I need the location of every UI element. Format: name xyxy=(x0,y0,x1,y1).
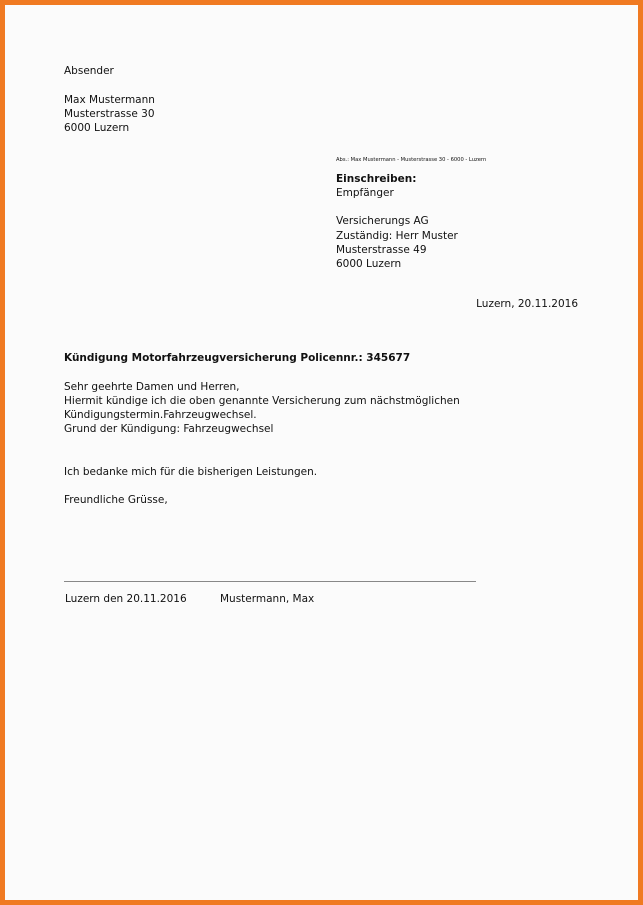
body-line-3: Grund der Kündigung: Fahrzeugwechsel xyxy=(64,423,274,435)
recipient-company: Versicherungs AG xyxy=(336,215,429,227)
signature-name: Mustermann, Max xyxy=(220,593,315,605)
faint-watermark xyxy=(39,855,42,865)
salutation: Sehr geehrte Damen und Herren, xyxy=(64,381,240,393)
letter-subject: Kündigung Motorfahrzeugversicherung Policennr.: 345677 xyxy=(64,352,411,364)
sender-city: 6000 Luzern xyxy=(64,122,130,134)
recipient-contact: Zuständig: Herr Muster xyxy=(336,230,458,242)
body-line-2: Kündigungstermin.Fahrzeugwechsel. xyxy=(64,409,257,421)
recipient-city: 6000 Luzern xyxy=(336,258,402,270)
thanks-line: Ich bedanke mich für die bisherigen Leistungen. xyxy=(64,466,318,478)
closing-line: Freundliche Grüsse, xyxy=(64,494,168,506)
body-line-1: Hiermit kündige ich die oben genannte Versicherung zum nächstmöglichen xyxy=(64,395,460,407)
letter-page xyxy=(5,5,638,900)
recipient-street: Musterstrasse 49 xyxy=(336,244,427,256)
return-address-line: Abs.: Max Mustermann - Musterstrasse 30 - 6000 - Luzern xyxy=(336,157,487,163)
delivery-mode: Einschreiben: xyxy=(336,173,417,185)
signature-place-date: Luzern den 20.11.2016 xyxy=(65,593,187,605)
recipient-label: Empfänger xyxy=(336,187,394,199)
sender-heading: Absender xyxy=(64,65,114,77)
sender-name: Max Mustermann xyxy=(64,94,155,106)
signature-line xyxy=(64,581,476,582)
sender-street: Musterstrasse 30 xyxy=(64,108,155,120)
letter-date: Luzern, 20.11.2016 xyxy=(476,298,578,310)
